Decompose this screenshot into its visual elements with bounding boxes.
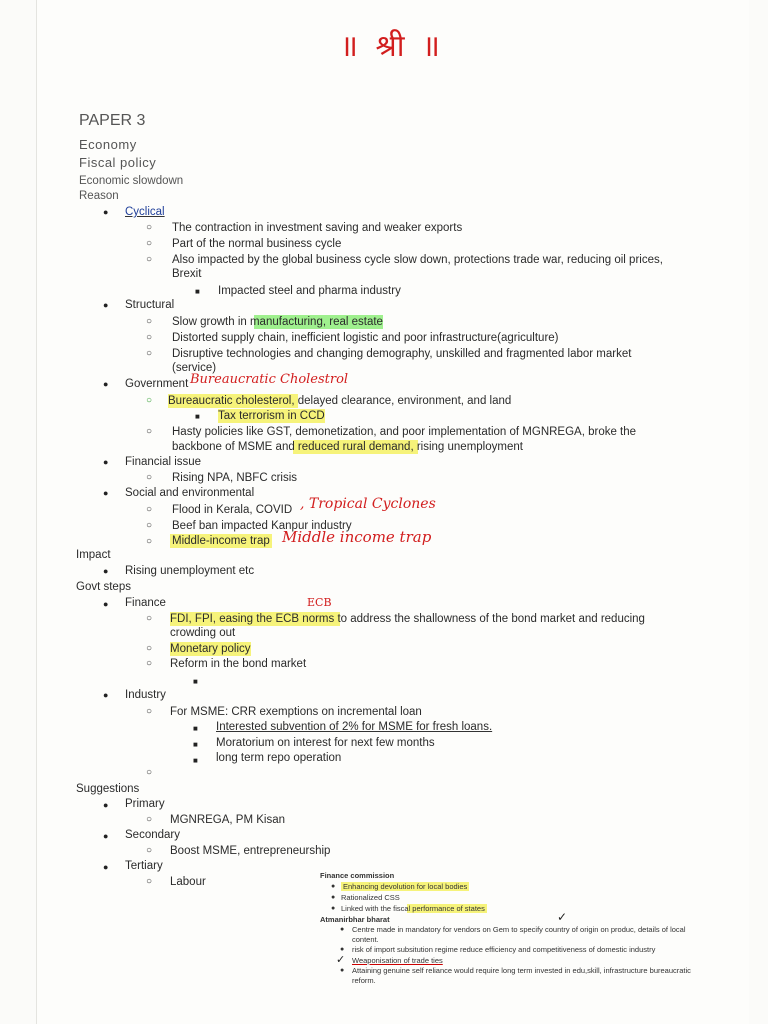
tertiary-item: Labour — [170, 876, 206, 888]
square-bullet: ■ — [195, 412, 200, 421]
circle-bullet: ○ — [146, 536, 153, 547]
handwritten-note-ecb: ECB — [307, 596, 332, 609]
bullet: ● — [103, 862, 109, 872]
industry-item-1: For MSME: CRR exemptions on incremental loan — [170, 706, 422, 718]
square-bullet: ■ — [193, 740, 198, 749]
circle-bullet: ○ — [146, 332, 153, 343]
tertiary-label: Tertiary — [125, 860, 163, 872]
circle-bullet: ○ — [146, 316, 153, 327]
circle-bullet: ○ — [146, 395, 153, 406]
industry-sub-item-1: Interested subvention of 2% for MSME for fresh loans. — [216, 721, 493, 733]
checkmark-icon: ✓ — [557, 910, 568, 924]
cyclical-item-1: The contraction in investment saving and weaker exports — [172, 222, 463, 234]
bullet: ● — [103, 800, 109, 810]
social-item-1: Flood in Kerala, COVID — [172, 504, 293, 516]
circle-bullet: ○ — [146, 504, 153, 515]
reason-heading: Reason — [79, 190, 119, 202]
government-item-2-cont: backbone of MSME and reduced rural demand, rising unemployment — [172, 441, 523, 453]
bullet: ● — [103, 207, 109, 217]
financial-item-1: Rising NPA, NBFC crisis — [172, 472, 298, 484]
circle-bullet: ○ — [146, 222, 153, 233]
structural-label: Structural — [125, 299, 175, 311]
bullet: ● — [103, 457, 109, 467]
bullet: ● — [103, 599, 109, 609]
circle-bullet: ○ — [146, 426, 153, 437]
impact-item-1: Rising unemployment etc — [125, 565, 255, 577]
circle-bullet: ○ — [146, 814, 153, 825]
industry-sub-item-2: Moratorium on interest for next few months — [216, 737, 435, 749]
atmanirbhar-item-4: Attaining genuine self reliance would require long term invested in edu,skill, infrastructure bureaucratic — [352, 966, 691, 975]
atmanirbhar-heading: Atmanirbhar bharat — [320, 915, 390, 924]
square-bullet: ■ — [193, 756, 198, 765]
structural-item-3: Disruptive technologies and changing demography, unskilled and fragmented labor market — [172, 348, 632, 360]
govt-steps-heading: Govt steps — [76, 581, 131, 593]
bullet: ● — [103, 831, 109, 841]
social-label: Social and environmental — [125, 487, 255, 499]
bullet: ● — [103, 300, 109, 310]
structural-item-3-cont: (service) — [172, 362, 217, 374]
atmanirbhar-item-3: Weaponisation of trade ties — [352, 956, 443, 965]
checkmark-icon: ✓ — [336, 954, 346, 966]
handwritten-note-government: Bureaucratic Cholestrol — [190, 372, 349, 387]
finance-commission-item-3: Linked with the fiscal performance of states — [341, 904, 485, 913]
handwritten-note-middle-income: Middle income trap — [282, 528, 432, 546]
primary-label: Primary — [125, 798, 165, 810]
topic-heading: Fiscal policy — [79, 155, 157, 170]
circle-bullet: ○ — [146, 520, 153, 531]
bullet: ● — [340, 946, 345, 953]
finance-item-1-cont: crowding out — [170, 627, 236, 639]
cyclical-sub-item: Impacted steel and pharma industry — [218, 285, 401, 297]
bullet: ● — [103, 379, 109, 389]
finance-item-2: Monetary policy — [170, 643, 251, 655]
industry-sub-item-3: long term repo operation — [216, 752, 342, 764]
atmanirbhar-item-4-cont: reform. — [352, 976, 376, 985]
circle-bullet: ○ — [146, 767, 153, 778]
bullet: ● — [103, 690, 109, 700]
social-item-2: Beef ban impacted Kanpur industry — [172, 520, 352, 532]
cyclical-label: Cyclical — [125, 206, 165, 218]
cyclical-item-3: Also impacted by the global business cycle slow down, protections trade war, reducing oil prices, — [172, 254, 663, 266]
bullet: ● — [340, 967, 345, 974]
circle-bullet: ○ — [146, 643, 153, 654]
circle-bullet: ○ — [146, 613, 153, 624]
secondary-item: Boost MSME, entrepreneurship — [170, 845, 331, 857]
circle-bullet: ○ — [146, 348, 153, 359]
square-bullet: ■ — [195, 287, 200, 296]
government-label: Government — [125, 378, 189, 390]
bullet: ● — [103, 488, 109, 498]
government-item-1: Bureaucratic cholesterol, delayed clearance, environment, and land — [168, 395, 512, 407]
finance-item-1: FDI, FPI, easing the ECB norms to address the shallowness of the bond market and reducing — [170, 613, 645, 625]
square-bullet: ■ — [193, 677, 198, 686]
bullet: ● — [340, 926, 345, 933]
bullet: ● — [103, 566, 109, 576]
paper-title: PAPER 3 — [79, 112, 146, 129]
structural-item-1: Slow growth in manufacturing, real estate — [172, 316, 383, 328]
circle-bullet: ○ — [146, 472, 153, 483]
government-sub-item: Tax terrorism in CCD — [218, 410, 325, 422]
invocation-header: ॥ श्री ॥ — [340, 29, 445, 64]
secondary-label: Secondary — [125, 829, 180, 841]
circle-bullet: ○ — [146, 254, 153, 265]
structural-item-2: Distorted supply chain, inefficient logistic and poor infrastructure(agriculture) — [172, 332, 559, 344]
circle-bullet: ○ — [146, 845, 153, 856]
finance-label: Finance — [125, 597, 166, 609]
bullet: ● — [331, 883, 336, 890]
financial-label: Financial issue — [125, 456, 202, 468]
finance-commission-item-2: Rationalized CSS — [341, 893, 400, 902]
finance-item-3: Reform in the bond market — [170, 658, 307, 670]
square-bullet: ■ — [193, 724, 198, 733]
primary-item: MGNREGA, PM Kisan — [170, 814, 286, 826]
atmanirbhar-item-1-cont: content. — [352, 935, 379, 944]
suggestions-heading: Suggestions — [76, 783, 140, 795]
finance-commission-heading: Finance commission — [320, 871, 395, 880]
circle-bullet: ○ — [146, 658, 153, 669]
impact-heading: Impact — [76, 549, 111, 561]
social-item-3: Middle-income trap — [172, 535, 270, 547]
bullet: ● — [331, 905, 336, 912]
atmanirbhar-item-1: Centre made in mandatory for vendors on Gem to specify country of origin on produc, details of local — [352, 925, 686, 934]
circle-bullet: ○ — [146, 706, 153, 717]
handwritten-note-cyclones: , Tropical Cyclones — [300, 496, 436, 512]
cyclical-item-3-cont: Brexit — [172, 268, 202, 280]
subtopic-heading: Economic slowdown — [79, 175, 184, 187]
bullet: ● — [331, 894, 336, 901]
circle-bullet: ○ — [146, 238, 153, 249]
subject-heading: Economy — [79, 137, 137, 152]
industry-label: Industry — [125, 689, 166, 701]
government-item-2: Hasty policies like GST, demonetization, and poor implementation of MGNREGA, broke the — [172, 426, 637, 438]
circle-bullet: ○ — [146, 876, 153, 887]
atmanirbhar-item-2: risk of import subsitution regime reduce efficiency and competitiveness of domestic industry — [352, 945, 656, 954]
cyclical-item-2: Part of the normal business cycle — [172, 238, 342, 250]
finance-commission-item-1: Enhancing devolution for local bodies — [343, 882, 468, 891]
